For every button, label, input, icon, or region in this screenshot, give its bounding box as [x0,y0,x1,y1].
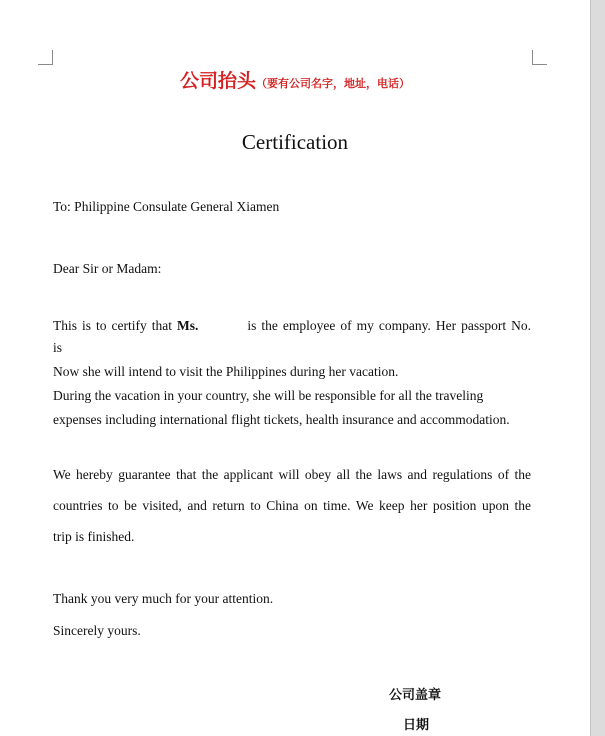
para2-line2: countries to be visited, and return to China on time. We keep her position upon the [53,498,531,513]
para1-wrap: is [53,340,63,355]
para1-line4: expenses including international flight tickets, health insurance and accommodation. [53,412,510,427]
letterhead-note: （要有公司名字，地址，电话） [256,77,410,90]
para1-prefix: This is to certify that [53,318,172,333]
para1-title-word: Ms. [177,318,199,333]
letterhead [0,66,590,93]
crop-mark-top-left [38,50,53,65]
window-side-panel [590,0,605,736]
closing-line: Sincerely yours. [53,623,141,638]
para2-line1: We hereby guarantee that the applicant will obey all the laws and regulations of the [53,467,531,482]
date-label: 日期 [403,718,430,733]
salutation: Dear Sir or Madam: [53,261,162,276]
letterhead-title: 公司抬头 [179,70,256,92]
para1-line3: During the vacation in your country, she will be responsible for all the traveling [53,388,484,403]
company-seal-label: 公司盖章 [389,688,442,703]
page-title: Certification [241,130,349,154]
para1-line2: Now she will intend to visit the Philippines during her vacation. [53,364,399,379]
para2-line3: trip is finished. [53,529,135,544]
recipient-line: To: Philippine Consulate General Xiamen [53,199,280,214]
thanks-line: Thank you very much for your attention. [53,591,274,606]
crop-mark-top-right [532,50,547,65]
para1-suffix: is the employee of my company. Her passport No. [247,318,532,333]
para1-line1 [53,318,531,334]
